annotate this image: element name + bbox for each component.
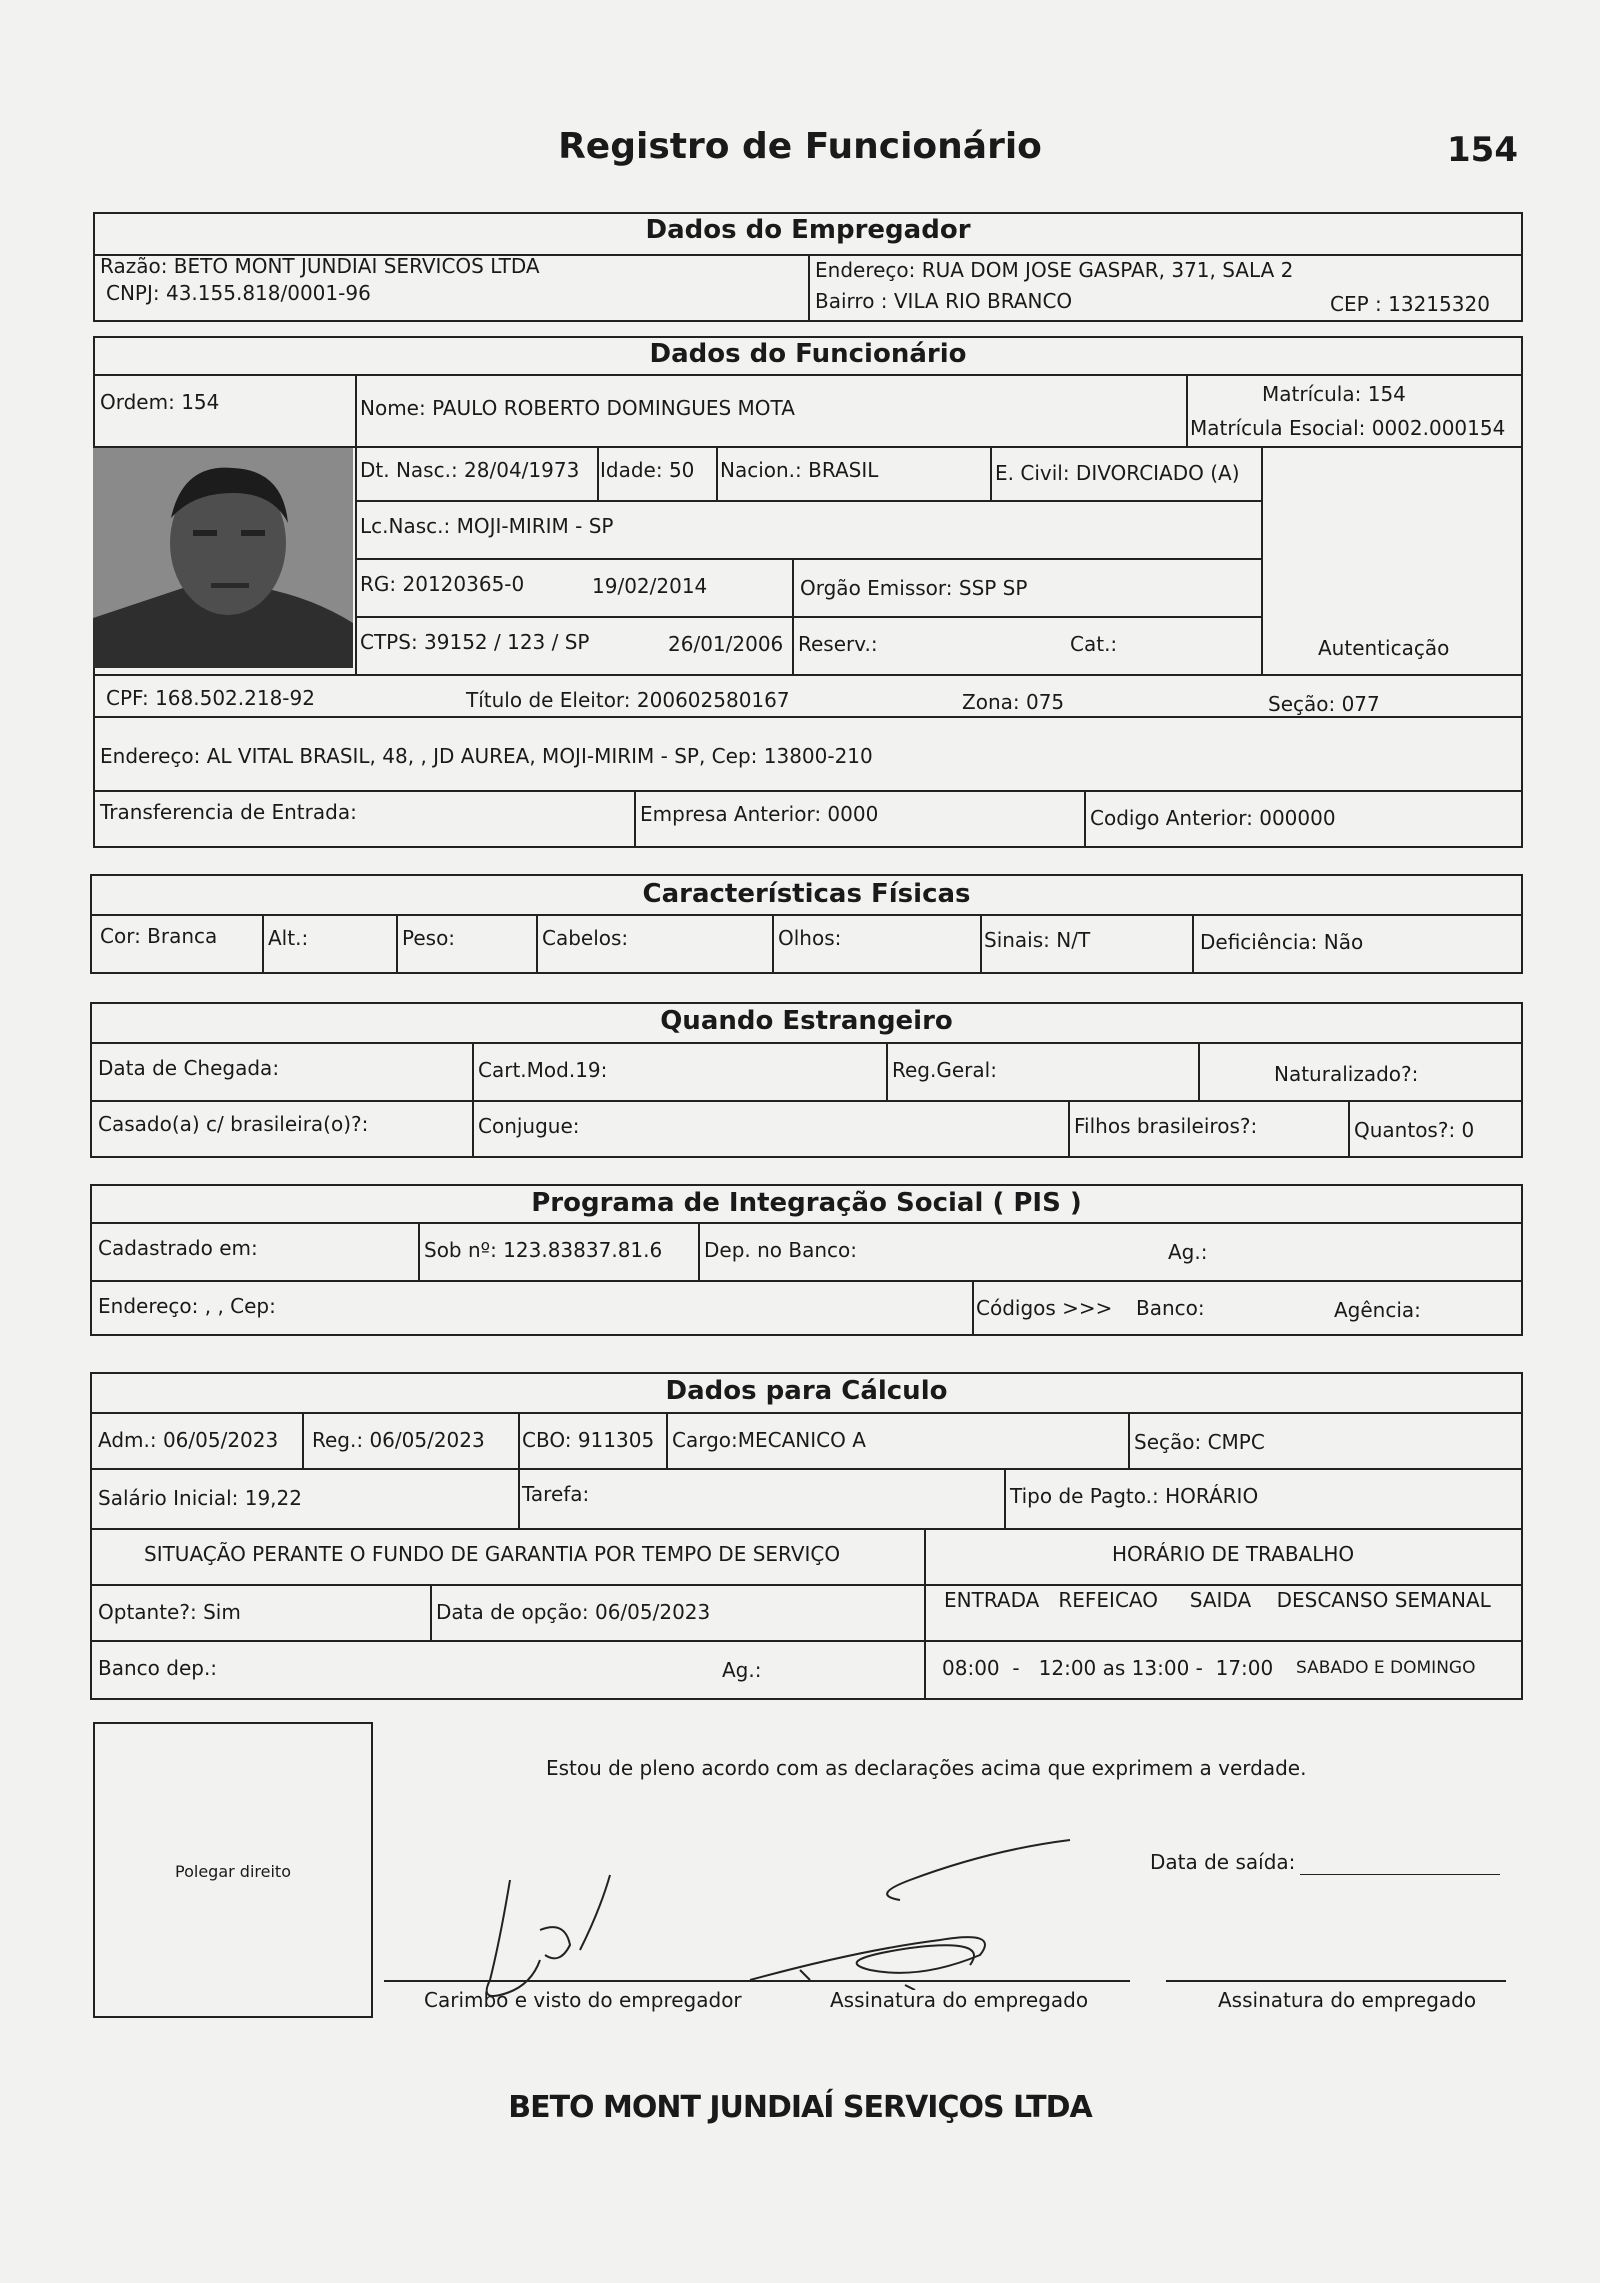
employee-nationality: Nacion.: BRASIL [720, 458, 879, 482]
exit-date-label: Data de saída: [1150, 1850, 1296, 1874]
employee-address: Endereço: AL VITAL BRASIL, 48, , JD AUREA, MOJI-MIRIM - SP, Cep: 13800-210 [100, 744, 873, 768]
foreigner-children: Filhos brasileiros?: [1074, 1114, 1258, 1138]
pis-agencia: Agência: [1334, 1298, 1421, 1322]
employer-section-title: Dados do Empregador [645, 215, 971, 245]
previous-company: Empresa Anterior: 0000 [640, 802, 879, 826]
employee-ctps: CTPS: 39152 / 123 / SP [360, 630, 590, 654]
employer-cep: CEP : 13215320 [1330, 292, 1490, 316]
foreigner-spouse: Conjugue: [478, 1114, 580, 1138]
calc-banco-dep: Banco dep.: [98, 1656, 218, 1680]
employer-razao: Razão: BETO MONT JUNDIAI SERVICOS LTDA [100, 254, 540, 278]
thumbprint-label: Polegar direito [175, 1862, 291, 1881]
physical-sinais: Sinais: N/T [984, 928, 1091, 952]
foreigner-cart-mod: Cart.Mod.19: [478, 1058, 608, 1082]
signature-line-2 [1166, 1980, 1506, 1982]
pis-codigos: Códigos >>> [976, 1296, 1113, 1320]
foreigner-naturalizado: Naturalizado?: [1274, 1062, 1419, 1086]
pis-address: Endereço: , , Cep: [98, 1294, 276, 1318]
pis-number: Sob nº: 123.83837.81.6 [424, 1238, 663, 1262]
employer-address: Endereço: RUA DOM JOSE GASPAR, 371, SALA 2 [815, 258, 1294, 282]
foreigner-reg-geral: Reg.Geral: [892, 1058, 997, 1082]
pis-ag: Ag.: [1168, 1240, 1208, 1264]
calc-tarefa: Tarefa: [522, 1482, 590, 1506]
employee-section-title: Dados do Funcionário [649, 339, 967, 369]
calc-optante: Optante?: Sim [98, 1600, 241, 1624]
calc-cbo: CBO: 911305 [522, 1428, 655, 1452]
page-number: 154 [1447, 130, 1518, 170]
employee-signature [740, 1830, 1080, 1990]
employee-rg-date: 19/02/2014 [592, 574, 708, 598]
employee-birth-place: Lc.Nasc.: MOJI-MIRIM - SP [360, 514, 614, 538]
calc-reg: Reg.: 06/05/2023 [312, 1428, 485, 1452]
foreigner-arrival-date: Data de Chegada: [98, 1056, 280, 1080]
employee-marital-status: E. Civil: DIVORCIADO (A) [995, 461, 1240, 485]
horario-valores: 08:00 - 12:00 as 13:00 - 17:00 [942, 1656, 1274, 1680]
employee-rg: RG: 20120365-0 [360, 572, 525, 596]
employee-signature-label-2: Assinatura do empregado [1218, 1988, 1477, 2012]
footer-company-name: BETO MONT JUNDIAÍ SERVIÇOS LTDA [508, 2090, 1092, 2125]
pis-dep-banco: Dep. no Banco: [704, 1238, 858, 1262]
foreigner-section-title: Quando Estrangeiro [660, 1006, 953, 1036]
exit-date-line [1300, 1874, 1500, 1875]
fgts-title: SITUAÇÃO PERANTE O FUNDO DE GARANTIA POR TEMPO DE SERVIÇO [144, 1542, 841, 1566]
page-title: Registro de Funcionário [558, 126, 1042, 167]
calc-cargo: Cargo:MECANICO A [672, 1428, 866, 1452]
horario-title: HORÁRIO DE TRABALHO [1112, 1542, 1355, 1566]
horario-descanso: SABADO E DOMINGO [1296, 1658, 1476, 1678]
physical-cor: Cor: Branca [100, 924, 218, 948]
calc-section [90, 1372, 1523, 1700]
employee-zona: Zona: 075 [962, 690, 1065, 714]
employer-bairro: Bairro : VILA RIO BRANCO [815, 289, 1073, 313]
previous-code: Codigo Anterior: 000000 [1090, 806, 1336, 830]
employee-ctps-date: 26/01/2006 [668, 632, 784, 656]
calc-adm: Adm.: 06/05/2023 [98, 1428, 279, 1452]
employee-orgao-emissor: Orgão Emissor: SSP SP [800, 576, 1028, 600]
calc-data-opcao: Data de opção: 06/05/2023 [436, 1600, 711, 1624]
horario-header: ENTRADA REFEICAO SAIDA DESCANSO SEMANAL [944, 1588, 1491, 1612]
declaration-text: Estou de pleno acordo com as declarações acima que exprimem a verdade. [546, 1756, 1307, 1780]
calc-tipo-pagto: Tipo de Pagto.: HORÁRIO [1010, 1484, 1259, 1508]
employee-age: Idade: 50 [600, 458, 695, 482]
carimbo-label: Carimbo e visto do empregador [424, 1988, 742, 2012]
employee-matricula: Matrícula: 154 [1262, 382, 1406, 406]
calc-ag: Ag.: [722, 1658, 762, 1682]
employee-voter-id: Título de Eleitor: 200602580167 [466, 688, 790, 712]
employee-photo [93, 448, 353, 668]
calc-section-title: Dados para Cálculo [665, 1376, 948, 1406]
employee-cat: Cat.: [1070, 632, 1118, 656]
employer-cnpj: CNPJ: 43.155.818/0001-96 [106, 281, 371, 305]
pis-cadastrado: Cadastrado em: [98, 1236, 258, 1260]
calc-secao: Seção: CMPC [1134, 1430, 1265, 1454]
employee-reserv: Reserv.: [798, 632, 878, 656]
physical-cabelos: Cabelos: [542, 926, 629, 950]
pis-banco: Banco: [1136, 1296, 1205, 1320]
employee-signature-label: Assinatura do empregado [830, 1988, 1089, 2012]
employee-name: Nome: PAULO ROBERTO DOMINGUES MOTA [360, 396, 795, 420]
employee-matricula-esocial: Matrícula Esocial: 0002.000154 [1190, 416, 1506, 440]
calc-salario: Salário Inicial: 19,22 [98, 1486, 302, 1510]
employee-birth-date: Dt. Nasc.: 28/04/1973 [360, 458, 580, 482]
pis-section-title: Programa de Integração Social ( PIS ) [531, 1188, 1082, 1218]
employee-secao: Seção: 077 [1268, 692, 1380, 716]
authentication-label: Autenticação [1318, 636, 1450, 660]
physical-section-title: Características Físicas [642, 879, 971, 909]
transfer-entry: Transferencia de Entrada: [100, 800, 357, 824]
physical-olhos: Olhos: [778, 926, 842, 950]
physical-deficiencia: Deficiência: Não [1200, 930, 1364, 954]
employee-cpf: CPF: 168.502.218-92 [106, 686, 315, 710]
foreigner-married: Casado(a) c/ brasileira(o)?: [98, 1112, 369, 1136]
foreigner-quantos: Quantos?: 0 [1354, 1118, 1475, 1142]
physical-alt: Alt.: [268, 926, 309, 950]
employee-ordem: Ordem: 154 [100, 390, 220, 414]
physical-peso: Peso: [402, 926, 456, 950]
employer-signature [470, 1860, 650, 2010]
